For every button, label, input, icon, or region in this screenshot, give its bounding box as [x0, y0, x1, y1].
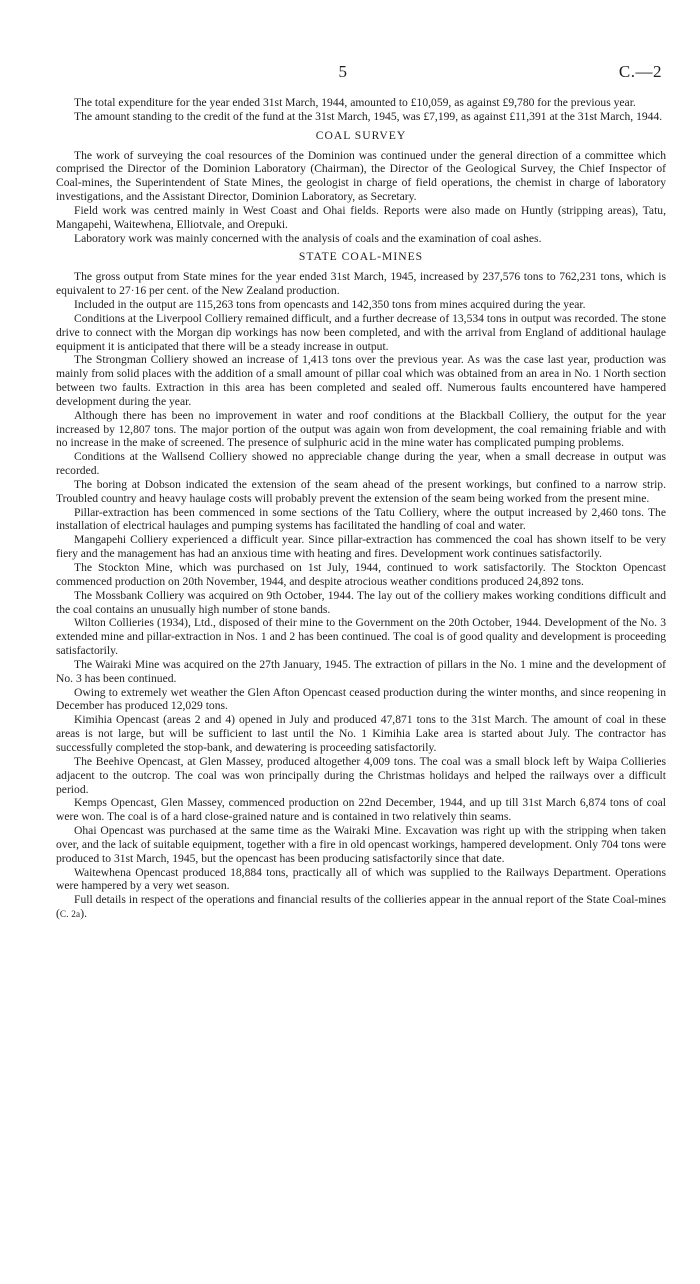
document-body	[56, 96, 666, 922]
paragraph-mangapehi-colliery: Mangapehi Colliery experienced a difficult year. Since pillar-extraction has commenced the coal has shown itself to be very fiery and the management has had an anxious time with heating and fires. Development work continues satisfactorily.	[56, 533, 666, 561]
paragraph-tatu-colliery: Pillar-extraction has been commenced in some sections of the Tatu Colliery, where the output increased by 2,460 tons. The installation of electrical haulages and pumping systems has facilitated the handling of coal and water.	[56, 505, 666, 533]
paragraph-survey-committee: The work of surveying the coal resources of the Dominion was continued under the general direction of a committee which comprised the Director of the Dominion Laboratory (Chairman), the Director of the Geological Survey, the Chief Inspector of Coal-mines, the Superintendent of State Mines, the geologist in charge of field operations, the chemist in charge of laboratory investigations, and the Assistant Director, Dominion Laboratory, as Secretary.	[56, 148, 666, 204]
paragraph-fund-credit: The amount standing to the credit of the fund at the 31st March, 1945, was £7,199, as against £11,391 at the 31st March, 1944.	[74, 109, 663, 123]
paragraph-wilton-collieries: Wilton Collieries (1934), Ltd., disposed of their mine to the Government on the 20th October, 1944. Development of the No. 3 extended mine and pillar-extraction in Nos. 1 and 2 has been continued. The coal is of good quality and development is proceeding satisfactorily.	[56, 616, 666, 658]
paragraph-waitewhena-opencast: Waitewhena Opencast produced 18,884 tons, practically all of which was supplied to the Railways Department. Operations were hampered by a very wet season.	[56, 865, 666, 893]
paragraph-wallsend-colliery: Conditions at the Wallsend Colliery showed no appreciable change during the year, when a small decrease in output was recorded.	[56, 450, 666, 478]
paragraph-beehive-opencast: The Beehive Opencast, at Glen Massey, produced altogether 4,009 tons. The coal was a small block left by Waipa Collieries adjacent to the outcrop. The coal was won principally during the Christmas holidays and helped the railways over a difficult period.	[56, 754, 666, 796]
paragraph-kemps-opencast: Kemps Opencast, Glen Massey, commenced production on 22nd December, 1944, and up till 31st March 6,874 tons of coal were won. The coal is of a hard close-grained nature and is contained in two relatively thin seams.	[56, 796, 666, 824]
page-number: 5	[338, 62, 348, 81]
full-details-end: ).	[80, 907, 88, 921]
paragraph-strongman-colliery: The Strongman Colliery showed an increase of 1,413 tons over the previous year. As was the case last year, production was mainly from solid places with the addition of a small amount of pillar coal which was obtained from an area in No. 1 North section between two faults. Extraction in this area has been completed and sealed off. Numerous faults encountered have hampered development during the year.	[56, 353, 666, 408]
full-details-text: Full details in respect of the operations and financial results of the collieries appear in the annual report of the State Coal-mines (	[56, 893, 666, 921]
paragraph-field-work: Field work was centred mainly in West Coast and Ohai fields. Reports were also made on Huntly (stripping areas), Tatu, Mangapehi, Waitewhena, Elliotvale, and Orepuki.	[56, 203, 666, 231]
paragraph-full-details	[56, 893, 666, 922]
paragraph-laboratory-work: Laboratory work was mainly concerned with the analysis of coals and the examination of coal ashes.	[74, 231, 542, 245]
paragraph-wairaki-mine: The Wairaki Mine was acquired on the 27th January, 1945. The extraction of pillars in the No. 1 mine and the development of No. 3 has been continued.	[56, 657, 666, 685]
paragraph-included-output: Included in the output are 115,263 tons from opencasts and 142,350 tons from mines acquired during the year.	[74, 297, 586, 311]
paragraph-glen-afton-opencast: Owing to extremely wet weather the Glen Afton Opencast ceased production during the winter months, and since reopening in December has produced 12,029 tons.	[56, 685, 666, 713]
paragraph-gross-output: The gross output from State mines for the year ended 31st March, 1945, increased by 237,576 tons to 762,231 tons, which is equivalent to 27·16 per cent. of the New Zealand production.	[56, 270, 666, 298]
report-reference: C. 2a	[59, 909, 81, 920]
paragraph-liverpool-colliery: Conditions at the Liverpool Colliery remained difficult, and a further decrease of 13,534 tons in output was recorded. The stone drive to connect with the Morgan dip workings has now been completed, and with the arrival from England of additional haulage equipment it is anticipated that there will be a steady increase in output.	[56, 311, 666, 353]
paragraph-mossbank-colliery: The Mossbank Colliery was acquired on 9th October, 1944. The lay out of the colliery makes working conditions difficult and the coal contains an unusually high number of stone bands.	[56, 588, 666, 616]
document-reference: C.—2	[618, 62, 662, 81]
paragraph-expenditure: The total expenditure for the year ended 31st March, 1944, amounted to £10,059, as against £9,780 for the previous year.	[74, 96, 636, 109]
paragraph-blackball-colliery: Although there has been no improvement in water and roof conditions at the Blackball Colliery, the output for the year increased by 12,807 tons. The major portion of the output was again won from development, the coal remaining friable and with no increase in the make of screened. The presence of sulphuric acid in the mine water has complicated pumping problems.	[56, 408, 666, 450]
paragraph-stockton-mine: The Stockton Mine, which was purchased on 1st July, 1944, continued to work satisfactorily. The Stockton Opencast commenced production on 20th November, 1944, and despite atrocious weather conditions produced 24,892 tons.	[56, 561, 666, 588]
paragraph-dobson-boring: The boring at Dobson indicated the extension of the seam ahead of the present workings, but confined to a narrow strip. Troubled country and heavy haulage costs will probably prevent the extension of the seam being worked from the present mine.	[56, 477, 666, 505]
paragraph-kimihia-opencast: Kimihia Opencast (areas 2 and 4) opened in July and produced 47,871 tons to the 31st March. The amount of coal in these areas is not large, but will be sufficient to last until the No. 1 Kimihia Lake area is started about July. The contractor has successfully completed the stop-bank, and dewatering is proceeding satisfactorily.	[56, 713, 666, 754]
heading-state-coal-mines: STATE COAL-MINES	[298, 250, 424, 264]
heading-coal-survey: COAL SURVEY	[315, 128, 407, 142]
paragraph-ohai-opencast: Ohai Opencast was purchased at the same time as the Wairaki Mine. Excavation was right up with the stripping when taken over, and the lack of suitable equipment, together with a fire in old opencast workings, hampered development. Only 704 tons were produced to 31st March, 1945, but the opencast has been producing satisfactorily since that date.	[56, 824, 666, 865]
